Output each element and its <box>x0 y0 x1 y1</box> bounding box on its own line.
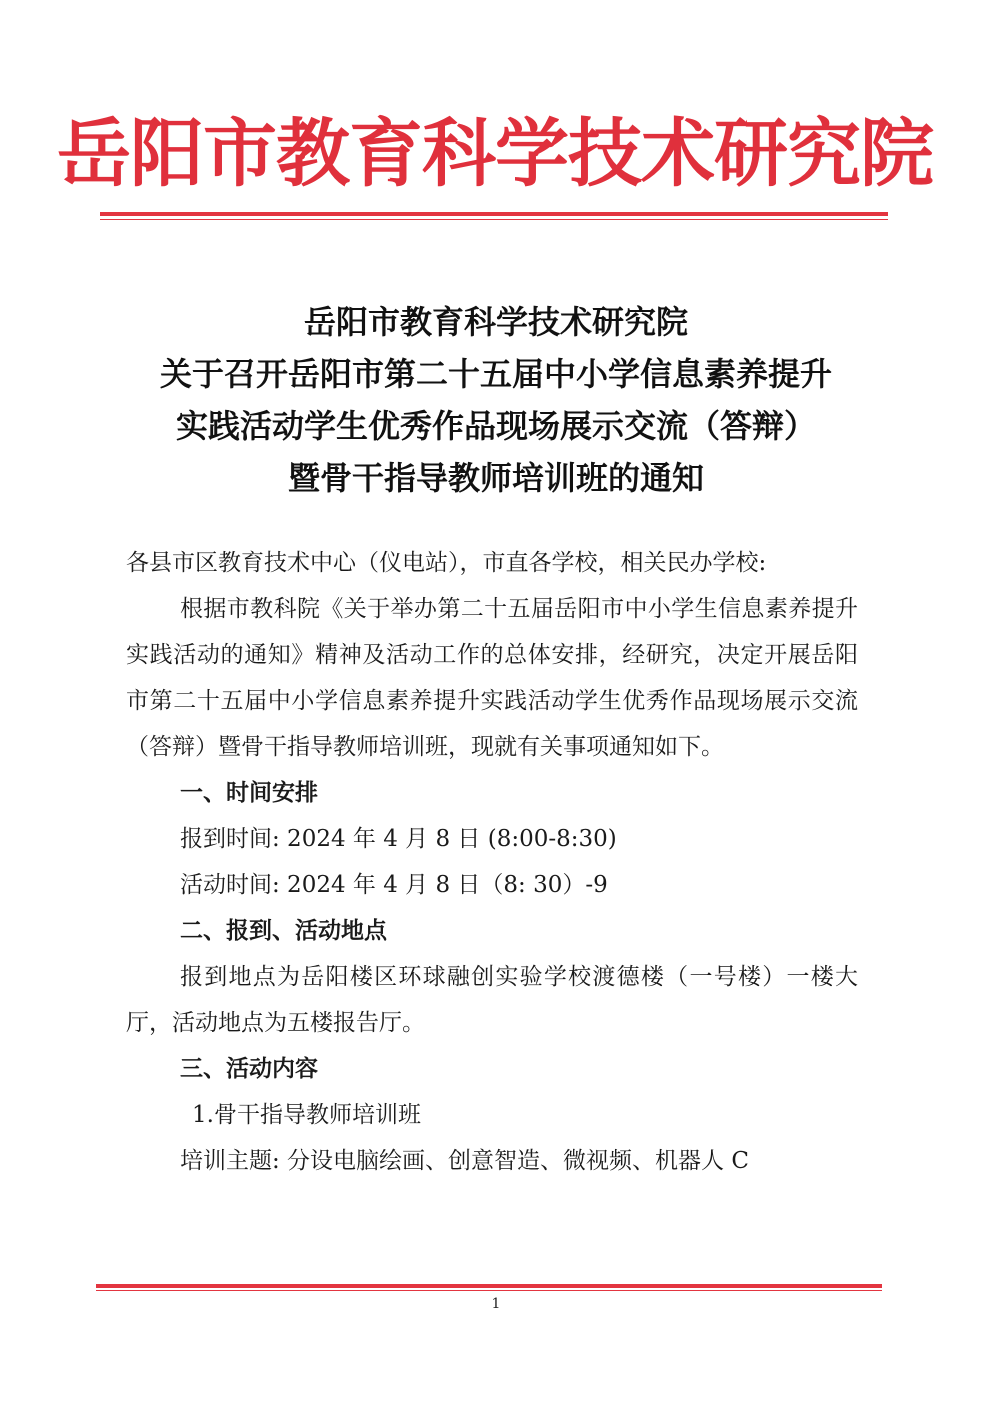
page-number: 1 <box>491 1296 501 1312</box>
salutation: 各县市区教育技术中心（仪电站），市直各学校，相关民办学校: <box>126 550 767 576</box>
location-paragraph: 报到地点为岳阳楼区环球融创实验学校渡德楼（一号楼）一楼大厅，活动地点为五楼报告厅。 <box>126 964 858 1036</box>
intro-paragraph: 根据市教科院《关于举办第二十五届岳阳市中小学生信息素养提升实践活动的通知》精神及活动工作的总体安排，经研究，决定开展岳阳市第二十五届中小学信息素养提升实践活动学生优秀作品现场展示交流（答辩）暨骨干指导教师培训班，现就有关事项通知如下。 <box>126 596 858 760</box>
masthead-red-rule <box>100 212 888 220</box>
section-2-heading: 二、报到、活动地点 <box>180 918 387 944</box>
notice-title <box>80 296 912 504</box>
footer-red-rule <box>96 1284 882 1291</box>
section-1-heading: 一、时间安排 <box>180 780 318 806</box>
title-line-3: 实践活动学生优秀作品现场展示交流（答辩） <box>175 407 816 445</box>
subsection-training: 1.骨干指导教师培训班 <box>192 1102 421 1128</box>
registration-time: 报到时间: 2024 年 4 月 8 日 (8:00-8:30) <box>180 826 617 852</box>
section-3-heading: 三、活动内容 <box>180 1056 318 1082</box>
masthead-title: 岳阳市教育科学技术研究院 <box>57 111 933 197</box>
training-topics: 培训主题: 分设电脑绘画、创意智造、微视频、机器人 C <box>180 1148 749 1174</box>
activity-time: 活动时间: 2024 年 4 月 8 日（8: 30）-9 <box>180 872 608 898</box>
notice-body <box>126 540 858 1184</box>
title-line-4: 暨骨干指导教师培训班的通知 <box>287 459 704 497</box>
title-line-1: 岳阳市教育科学技术研究院 <box>303 303 688 341</box>
title-line-2: 关于召开岳阳市第二十五届中小学信息素养提升 <box>159 355 832 393</box>
